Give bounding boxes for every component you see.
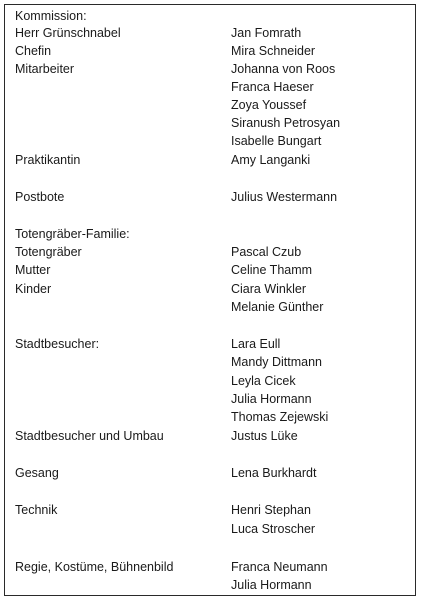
cast-row-totengraeber	[15, 243, 415, 261]
actor-name: Henri Stephan	[231, 503, 311, 517]
cast-row-postbote	[15, 188, 415, 206]
role-label: Mitarbeiter	[15, 62, 75, 76]
actor-name: Franca Neumann	[231, 560, 328, 574]
actor-name: Leyla Cicek	[231, 374, 296, 388]
cast-list-frame	[4, 4, 416, 596]
actor-name: Julia Hormann	[231, 392, 312, 406]
actor-name: Jan Fomrath	[231, 26, 302, 40]
actor-name: Franca Haeser	[231, 80, 314, 94]
actor-name: Justus Lüke	[231, 429, 298, 443]
role-label: Praktikantin	[15, 153, 81, 167]
role-label: Herr Grünschnabel	[15, 26, 121, 40]
actor-name: Thomas Zejewski	[231, 410, 329, 424]
cast-row-stadtbesucher-2	[15, 353, 415, 371]
actor-name: Ciara Winkler	[231, 282, 307, 296]
actor-name: Lara Eull	[231, 337, 281, 351]
role-label: Totengräber	[15, 245, 82, 259]
cast-row-kommission-header	[15, 7, 415, 25]
cast-row-kinder	[15, 280, 415, 298]
cast-row-stadtbesucher	[15, 335, 415, 353]
cast-row-stadtbesucher-5	[15, 408, 415, 426]
cast-row-totengraeber-header	[15, 225, 415, 243]
role-label: Technik	[15, 503, 58, 517]
cast-row-stadtbesucher-umbau	[15, 427, 415, 445]
role-label: Mutter	[15, 263, 51, 277]
cast-row-mitarbeiter-4	[15, 114, 415, 132]
role-label: Totengräber-Familie:	[15, 227, 130, 241]
role-label: Postbote	[15, 190, 65, 204]
actor-name: Johanna von Roos	[231, 62, 336, 76]
cast-row-kinder-2	[15, 298, 415, 316]
cast-row-regie	[15, 558, 415, 576]
role-label: Chefin	[15, 44, 52, 58]
actor-name: Isabelle Bungart	[231, 134, 322, 148]
cast-row-chefin	[15, 42, 415, 60]
cast-row-mitarbeiter-2	[15, 78, 415, 96]
actor-name: Amy Langanki	[231, 153, 311, 167]
cast-row-mutter	[15, 261, 415, 279]
actor-name: Julius Westermann	[231, 190, 338, 204]
role-label: Regie, Kostüme, Bühnenbild	[15, 560, 174, 574]
actor-name: Luca Stroscher	[231, 522, 316, 536]
role-label: Kinder	[15, 282, 52, 296]
role-label: Stadtbesucher:	[15, 337, 100, 351]
actor-name: Zoya Youssef	[231, 98, 307, 112]
cast-row-herr-gruenschnabel	[15, 24, 415, 42]
actor-name: Siranush Petrosyan	[231, 116, 341, 130]
cast-row-stadtbesucher-3	[15, 372, 415, 390]
actor-name: Melanie Günther	[231, 300, 324, 314]
cast-row-technik-2	[15, 520, 415, 538]
actor-name: Julia Hormann	[231, 578, 312, 592]
actor-name: Mandy Dittmann	[231, 355, 323, 369]
actor-name: Mira Schneider	[231, 44, 316, 58]
cast-row-mitarbeiter	[15, 60, 415, 78]
actor-name: Celine Thamm	[231, 263, 313, 277]
cast-row-praktikantin	[15, 151, 415, 169]
cast-row-mitarbeiter-3	[15, 96, 415, 114]
cast-row-gesang	[15, 464, 415, 482]
role-label: Stadtbesucher und Umbau	[15, 429, 164, 443]
role-label: Gesang	[15, 466, 59, 480]
role-label: Kommission:	[15, 9, 87, 23]
cast-row-stadtbesucher-4	[15, 390, 415, 408]
actor-name: Lena Burkhardt	[231, 466, 317, 480]
cast-row-regie-2	[15, 576, 415, 594]
cast-row-technik	[15, 501, 415, 519]
actor-name: Pascal Czub	[231, 245, 302, 259]
cast-row-mitarbeiter-5	[15, 132, 415, 150]
